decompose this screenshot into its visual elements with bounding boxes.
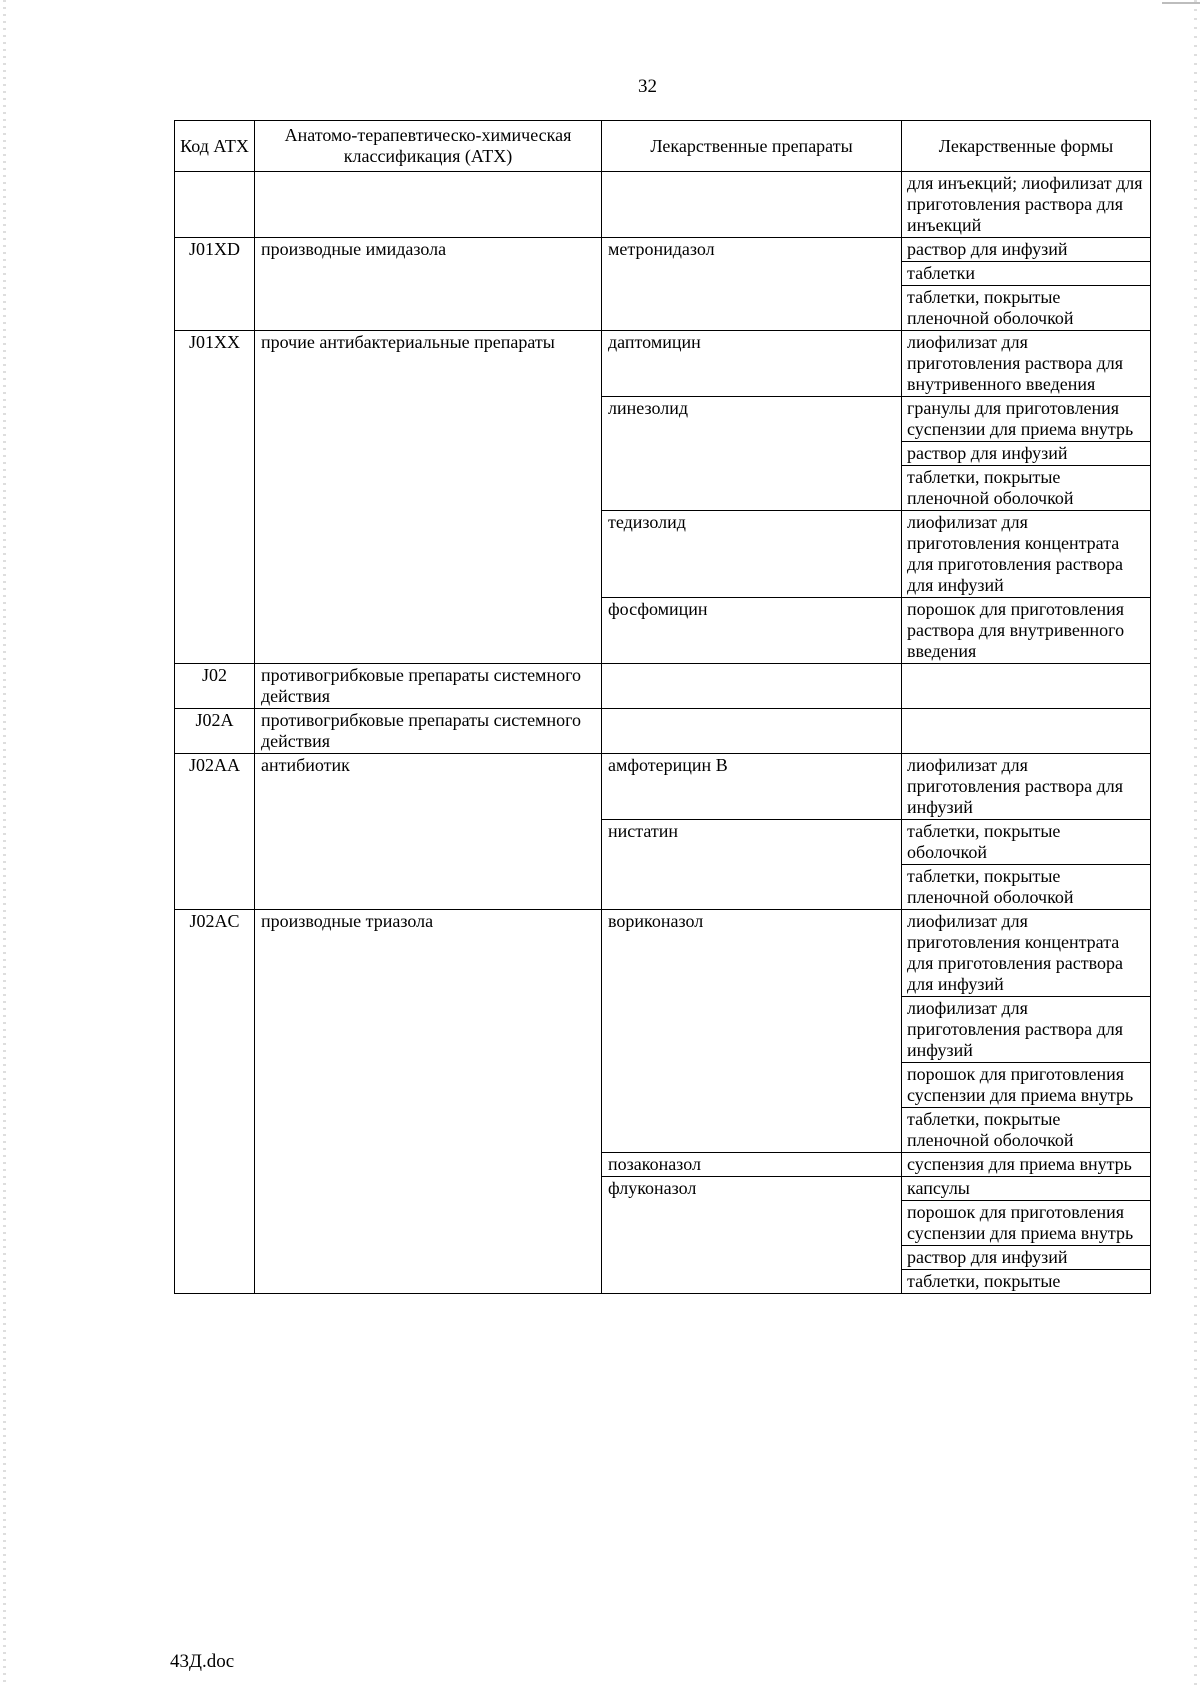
- drug-name-cell: даптомицин: [602, 331, 902, 397]
- atc-class-name-cell: противогрибковые препараты системного действия: [255, 664, 602, 709]
- dosage-form-cell: таблетки, покрытые пленочной оболочкой: [902, 1108, 1151, 1153]
- atc-class-name-cell: производные триазола: [255, 910, 602, 1294]
- dosage-form-cell: суспензия для приема внутрь: [902, 1153, 1151, 1177]
- atc-class-name-cell: прочие антибактериальные препараты: [255, 331, 602, 664]
- atc-code-cell: J02AC: [175, 910, 255, 1294]
- page-number: 32: [638, 76, 657, 97]
- dosage-form-cell: раствор для инфузий: [902, 238, 1151, 262]
- header-drugs: Лекарственные препараты: [602, 121, 902, 172]
- drug-name-cell: фосфомицин: [602, 598, 902, 664]
- drug-name-cell: амфотерицин B: [602, 754, 902, 820]
- atc-class-name-cell: производные имидазола: [255, 238, 602, 331]
- table-body: [175, 172, 1151, 1294]
- dosage-form-cell: таблетки: [902, 262, 1151, 286]
- atc-code-cell: [175, 172, 255, 238]
- dosage-form-cell: лиофилизат для приготовления раствора для инфузий: [902, 997, 1151, 1063]
- dosage-form-cell: [902, 709, 1151, 754]
- dosage-form-cell: порошок для приготовления раствора для внутривенного введения: [902, 598, 1151, 664]
- atc-code-cell: J01XD: [175, 238, 255, 331]
- atc-class-name-cell: противогрибковые препараты системного действия: [255, 709, 602, 754]
- table-row: [175, 238, 1151, 262]
- drug-name-cell: [602, 709, 902, 754]
- dosage-form-cell: лиофилизат для приготовления концентрата для приготовления раствора для инфузий: [902, 511, 1151, 598]
- drug-name-cell: метронидазол: [602, 238, 902, 331]
- table-row: [175, 331, 1151, 397]
- scan-edge-right: [1194, 0, 1197, 1686]
- atc-code-cell: J02A: [175, 709, 255, 754]
- atc-class-name-cell: [255, 172, 602, 238]
- header-atc-classification: Анатомо-терапевтическо-химическая классификация (АТХ): [255, 121, 602, 172]
- dosage-form-cell: [902, 664, 1151, 709]
- header-dosage-forms: Лекарственные формы: [902, 121, 1151, 172]
- dosage-form-cell: таблетки, покрытые пленочной оболочкой: [902, 286, 1151, 331]
- dosage-form-cell: таблетки, покрытые: [902, 1270, 1151, 1294]
- dosage-form-cell: таблетки, покрытые пленочной оболочкой: [902, 865, 1151, 910]
- dosage-form-cell: лиофилизат для приготовления концентрата для приготовления раствора для инфузий: [902, 910, 1151, 997]
- drug-name-cell: линезолид: [602, 397, 902, 511]
- dosage-form-cell: лиофилизат для приготовления раствора для инфузий: [902, 754, 1151, 820]
- atc-code-cell: J02AA: [175, 754, 255, 910]
- drug-name-cell: нистатин: [602, 820, 902, 910]
- scan-edge-left: [3, 0, 6, 1686]
- table-row: [175, 664, 1151, 709]
- dosage-form-cell: таблетки, покрытые оболочкой: [902, 820, 1151, 865]
- scan-mark-top-right: [1162, 2, 1200, 4]
- table-row: [175, 910, 1151, 997]
- drug-name-cell: флуконазол: [602, 1177, 902, 1294]
- table-header-row: [175, 121, 1151, 172]
- dosage-form-cell: таблетки, покрытые пленочной оболочкой: [902, 466, 1151, 511]
- table-row: [175, 172, 1151, 238]
- drug-name-cell: [602, 172, 902, 238]
- atc-code-cell: J01XX: [175, 331, 255, 664]
- drug-name-cell: позаконазол: [602, 1153, 902, 1177]
- table-row: [175, 709, 1151, 754]
- drug-classification-table: [174, 120, 1151, 1294]
- dosage-form-cell: раствор для инфузий: [902, 1246, 1151, 1270]
- dosage-form-cell: порошок для приготовления суспензии для приема внутрь: [902, 1063, 1151, 1108]
- dosage-form-cell: порошок для приготовления суспензии для приема внутрь: [902, 1201, 1151, 1246]
- file-name-footer: 43Д.doc: [170, 1651, 235, 1672]
- atc-class-name-cell: антибиотик: [255, 754, 602, 910]
- dosage-form-cell: гранулы для приготовления суспензии для приема внутрь: [902, 397, 1151, 442]
- drug-name-cell: тедизолид: [602, 511, 902, 598]
- header-atc-code: Код АТХ: [175, 121, 255, 172]
- table-row: [175, 754, 1151, 820]
- atc-code-cell: J02: [175, 664, 255, 709]
- dosage-form-cell: лиофилизат для приготовления раствора для внутривенного введения: [902, 331, 1151, 397]
- dosage-form-cell: капсулы: [902, 1177, 1151, 1201]
- dosage-form-cell: раствор для инфузий: [902, 442, 1151, 466]
- drug-name-cell: вориконазол: [602, 910, 902, 1153]
- drug-name-cell: [602, 664, 902, 709]
- dosage-form-cell: для инъекций; лиофилизат для приготовления раствора для инъекций: [902, 172, 1151, 238]
